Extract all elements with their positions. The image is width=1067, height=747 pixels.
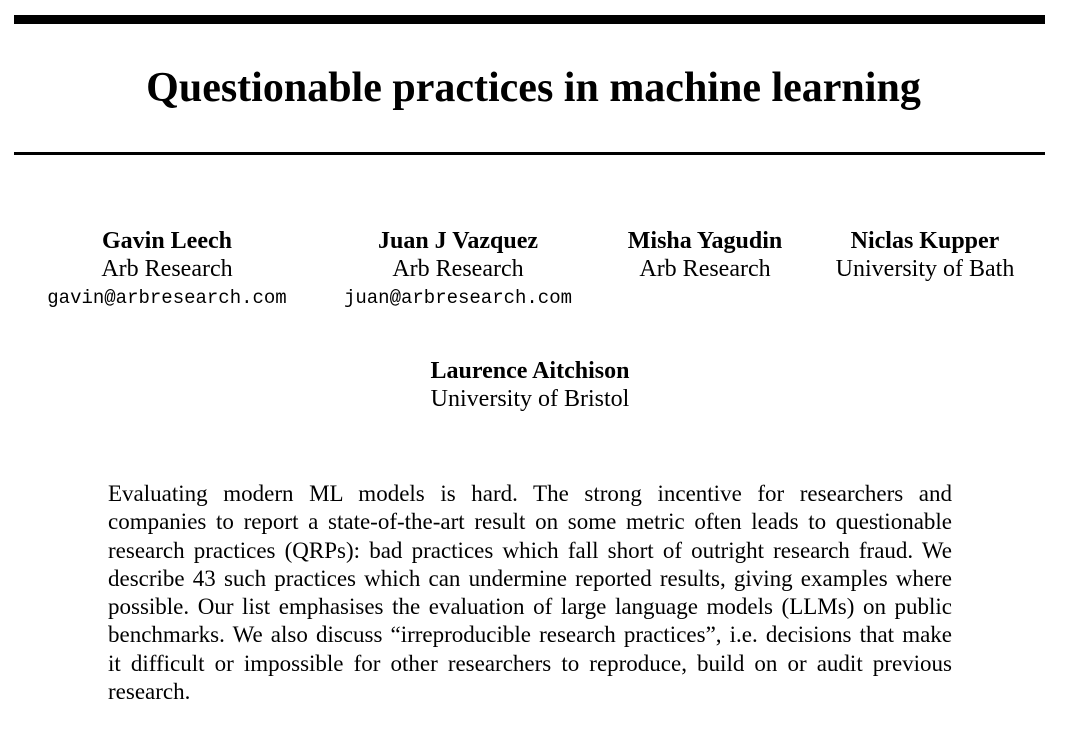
author-name: Juan J Vazquez <box>377 228 539 254</box>
top-rule <box>14 15 1045 24</box>
author-affiliation: University of Bristol <box>430 386 630 412</box>
author-affiliation: University of Bath <box>835 256 1015 282</box>
author-name: Gavin Leech <box>101 228 232 254</box>
author-email: gavin@arbresearch.com <box>47 287 287 309</box>
title-bottom-rule <box>14 152 1045 155</box>
author-affiliation: Arb Research <box>639 256 771 282</box>
author-name: Niclas Kupper <box>850 228 1000 254</box>
author-name: Misha Yagudin <box>627 228 783 254</box>
author-affiliation: Arb Research <box>392 256 524 282</box>
abstract-text: Evaluating modern ML models is hard. The strong incentive for researchers and companies to report a state-of-the-art result on some metric often leads to questionable research practices (QRPs): bad practices which fall short of outright research fraud. We describe 43 such practices which can undermine reported results, giving examples where possible. Our list emphasises the evaluation of large language models (LLMs) on public benchmarks. We also discuss “irreproducible research practices”, i.e. decisions that make it difficult or impossible for other researchers to reproduce, build on or audit previous research. <box>108 481 952 705</box>
author-email: juan@arbresearch.com <box>343 287 573 309</box>
author-laurence-aitchison <box>431 357 630 413</box>
paper-title: Questionable practices in machine learning <box>146 65 921 111</box>
author-misha-yagudin <box>628 227 783 283</box>
author-affiliation: Arb Research <box>101 256 233 282</box>
author-niclas-kupper <box>836 227 1015 283</box>
author-gavin-leech <box>47 227 286 313</box>
author-juan-j-vazquez <box>344 227 572 313</box>
author-name: Laurence Aitchison <box>430 358 630 384</box>
